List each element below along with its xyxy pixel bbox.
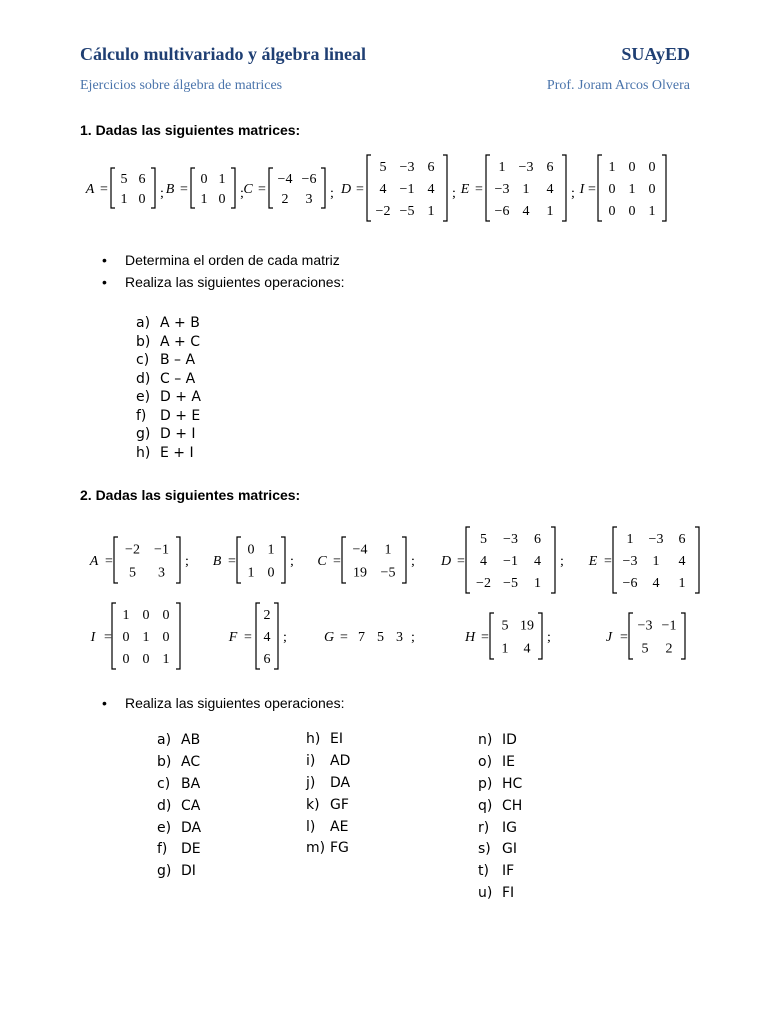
question-1-matrices <box>0 150 768 230</box>
question-2-operations-col-3 <box>478 730 522 905</box>
equals-sign: = <box>180 182 188 197</box>
matrix-bracket <box>237 537 241 583</box>
matrix-entry: 4 <box>427 182 435 197</box>
matrix-entry: 0 <box>138 192 146 207</box>
institution-name: SUAyED <box>621 44 690 64</box>
matrix-entry: −1 <box>399 182 415 197</box>
operation-item: e) DA <box>157 819 202 836</box>
matrix-entry: 5 <box>120 172 128 187</box>
operation-item: h) EI <box>306 731 343 747</box>
matrix-entry: −6 <box>494 204 510 219</box>
matrix-name: B <box>165 182 175 197</box>
matrix-entry: 0 <box>200 172 208 187</box>
matrix-entry: 1 <box>162 652 170 667</box>
document-title: Cálculo multivariado y álgebra lineal <box>80 44 366 64</box>
matrix-entry: 6 <box>678 532 686 547</box>
matrix-entry: −5 <box>399 204 415 219</box>
matrix-entry: −4 <box>352 542 368 558</box>
equals-sign: = <box>228 554 236 569</box>
operation-item: p) HC <box>478 775 523 792</box>
matrix-entry: 4 <box>534 554 541 569</box>
matrix-bracket <box>269 168 273 208</box>
operation-item: h) E + I <box>136 444 194 461</box>
bullet-item: • Determina el orden de cada matriz <box>104 249 344 271</box>
matrix-entry: 7 <box>358 630 365 645</box>
equals-sign: = <box>481 630 489 645</box>
matrix-bracket <box>551 527 555 593</box>
matrix-bracket <box>695 527 699 593</box>
matrix-entry: −1 <box>154 542 169 558</box>
matrix-entry: 6 <box>546 160 554 175</box>
matrix-entry: 0 <box>628 160 636 175</box>
operation-item: g) D + I <box>136 426 196 442</box>
matrix-entry: 4 <box>678 554 686 569</box>
matrix-bracket <box>486 155 490 221</box>
matrix-entry: −2 <box>375 204 391 219</box>
question-1-bullets <box>104 249 344 293</box>
matrix-entry: 19 <box>520 618 534 634</box>
matrix-entry: 1 <box>501 641 509 657</box>
matrix-entry: 6 <box>534 532 541 547</box>
operation-item: s) GI <box>478 841 517 858</box>
matrix-entry: 5 <box>379 160 387 175</box>
operation-item: t) IF <box>478 863 515 880</box>
operation-item: l) AE <box>306 818 349 835</box>
matrix-entry: 5 <box>377 630 384 645</box>
equals-sign: = <box>620 630 628 645</box>
matrix-entry: 0 <box>162 630 170 645</box>
separator: ; <box>411 554 415 569</box>
equals-sign: = <box>457 554 465 569</box>
matrix-bracket <box>367 155 371 221</box>
matrix-entry: −5 <box>380 565 396 581</box>
matrix-entry: −3 <box>637 618 653 634</box>
operation-item: r) IG <box>478 819 517 836</box>
operation-item: o) IE <box>478 753 515 770</box>
separator: ; <box>283 630 287 645</box>
equals-sign: = <box>340 630 348 645</box>
operation-item: b) AC <box>157 753 201 770</box>
matrix-name: F <box>228 630 238 645</box>
matrix-entry: 0 <box>267 565 275 581</box>
matrix-entry: −1 <box>661 618 677 634</box>
operation-item: d) C – A <box>136 370 196 387</box>
operation-item: f) DE <box>157 841 201 858</box>
operation-item: g) DI <box>157 863 196 880</box>
operation-item: i) AD <box>306 752 351 769</box>
matrix-entry: −3 <box>648 532 664 547</box>
matrix-entry: 1 <box>652 554 660 569</box>
matrix-name: C <box>317 554 327 569</box>
matrix-entry: 0 <box>628 204 636 219</box>
question-2-operations-col-2 <box>306 729 350 860</box>
matrix-name: D <box>440 554 452 569</box>
matrix-entry: 6 <box>263 652 271 667</box>
matrix-entry: 0 <box>648 182 656 197</box>
operation-item: m) FG <box>306 840 349 857</box>
separator: ; <box>185 554 189 569</box>
matrix-name: G <box>323 630 335 645</box>
operation-item: c) BA <box>157 775 201 792</box>
matrix-bracket <box>490 613 494 659</box>
matrix-bracket <box>538 613 542 659</box>
matrix-entry: 1 <box>534 576 541 591</box>
matrix-entry: 5 <box>501 618 509 634</box>
matrix-name: B <box>212 554 222 569</box>
separator: ; <box>571 186 575 201</box>
matrix-entry: 2 <box>281 192 289 207</box>
matrix-bracket <box>402 537 406 583</box>
matrix-entry: 0 <box>247 542 255 558</box>
matrix-entry: 2 <box>665 641 673 657</box>
matrix-bracket <box>662 155 666 221</box>
matrix-entry: 4 <box>546 182 554 197</box>
matrix-bracket <box>342 537 346 583</box>
matrix-entry: 1 <box>626 532 634 547</box>
matrix-name: I <box>579 182 585 197</box>
matrix-bracket <box>281 537 285 583</box>
separator: ; <box>452 186 456 201</box>
matrix-entry: 1 <box>648 204 656 219</box>
matrix-entry: −6 <box>301 172 317 187</box>
question-2-matrices <box>0 515 768 680</box>
matrix-bracket <box>613 527 617 593</box>
matrix-entry: 3 <box>396 630 403 645</box>
matrix-name: A <box>89 554 99 569</box>
matrix-entry: 1 <box>522 182 530 197</box>
operation-item: j) DA <box>306 774 351 791</box>
matrix-entry: 6 <box>138 172 146 187</box>
equals-sign: = <box>475 182 483 197</box>
operation-item: n) ID <box>478 732 517 748</box>
operation-item: u) FI <box>478 885 515 902</box>
matrix-entry: 1 <box>247 565 255 581</box>
matrix-bracket <box>112 603 116 669</box>
matrix-entry: −3 <box>503 532 518 547</box>
matrix-entry: −5 <box>503 576 518 591</box>
matrix-entry: −3 <box>622 554 638 569</box>
separator: ; <box>330 186 334 201</box>
matrix-name: C <box>243 182 253 197</box>
matrix-entry: −4 <box>277 172 293 187</box>
equals-sign: = <box>588 182 596 197</box>
matrix-entry: 1 <box>427 204 435 219</box>
matrix-entry: 5 <box>129 565 136 581</box>
matrix-name: D <box>340 182 352 197</box>
equals-sign: = <box>333 554 341 569</box>
equals-sign: = <box>244 630 252 645</box>
matrix-entry: 4 <box>263 630 271 645</box>
matrix-entry: 4 <box>379 182 387 197</box>
matrix-entry: 1 <box>218 172 226 187</box>
matrix-entry: 1 <box>608 160 616 175</box>
matrix-bracket <box>321 168 325 208</box>
matrix-bracket <box>598 155 602 221</box>
separator: ; <box>240 186 244 201</box>
matrix-entry: 1 <box>678 576 686 591</box>
equals-sign: = <box>100 182 108 197</box>
equals-sign: = <box>604 554 612 569</box>
matrix-entry: 1 <box>120 192 128 207</box>
matrix-entry: 5 <box>480 532 487 547</box>
question-2-heading: 2. Dadas las siguientes matrices: <box>80 487 301 503</box>
matrix-name: I <box>90 630 96 645</box>
equals-sign: = <box>258 182 266 197</box>
operation-item: a) A + B <box>136 315 200 331</box>
matrix-entry: 4 <box>522 204 530 219</box>
matrix-entry: 1 <box>546 204 554 219</box>
matrix-bracket <box>629 613 633 659</box>
question-1-heading: 1. Dadas las siguientes matrices: <box>80 122 301 138</box>
separator: ; <box>547 630 551 645</box>
matrix-entry: 4 <box>480 554 487 569</box>
matrix-entry: 6 <box>427 160 435 175</box>
matrix-name: E <box>588 554 598 569</box>
question-1-operations <box>136 314 201 462</box>
matrix-entry: 5 <box>641 641 649 657</box>
matrix-entry: 19 <box>353 565 367 581</box>
operation-item: k) GF <box>306 796 349 813</box>
matrix-name: A <box>85 182 95 197</box>
matrix-entry: −6 <box>622 576 638 591</box>
matrix-entry: 0 <box>648 160 656 175</box>
operation-item: a) AB <box>157 732 201 748</box>
matrix-name: E <box>460 182 470 197</box>
matrix-entry: 2 <box>263 608 271 623</box>
equals-sign: = <box>105 554 113 569</box>
matrix-name: H <box>464 630 476 645</box>
matrix-entry: 1 <box>142 630 150 645</box>
bullet-item: • Realiza las siguientes operaciones: <box>104 692 344 714</box>
matrix-entry: 0 <box>122 630 130 645</box>
matrix-bracket <box>176 537 180 583</box>
operation-item: e) D + A <box>136 389 201 405</box>
matrix-bracket <box>466 527 470 593</box>
author-name: Prof. Joram Arcos Olvera <box>546 78 690 93</box>
matrix-entry: 4 <box>523 641 531 657</box>
matrix-name: J <box>605 630 613 645</box>
matrix-entry: −3 <box>518 160 534 175</box>
matrix-entry: −3 <box>494 182 510 197</box>
equals-sign: = <box>104 630 112 645</box>
matrix-bracket <box>443 155 447 221</box>
matrix-entry: 0 <box>608 182 616 197</box>
matrix-entry: 1 <box>200 192 208 207</box>
matrix-entry: 0 <box>218 192 226 207</box>
equals-sign: = <box>356 182 364 197</box>
matrix-entry: 0 <box>142 652 150 667</box>
operation-item: f) D + E <box>136 407 201 424</box>
operation-item: q) CH <box>478 797 523 814</box>
document-subtitle: Ejercicios sobre álgebra de matrices <box>80 78 283 93</box>
matrix-bracket <box>256 603 260 669</box>
matrix-entry: −3 <box>399 160 415 175</box>
matrix-bracket <box>562 155 566 221</box>
matrix-entry: 1 <box>384 542 392 558</box>
bullet-item: • Realiza las siguientes operaciones: <box>104 271 344 293</box>
matrix-entry: 1 <box>267 542 275 558</box>
matrix-entry: 0 <box>608 204 616 219</box>
question-2-operations-col-1 <box>157 730 201 883</box>
question-2-bullets <box>104 692 344 714</box>
operation-item: c) B – A <box>136 352 196 368</box>
matrix-bracket <box>114 537 118 583</box>
separator: ; <box>560 554 564 569</box>
matrix-bracket <box>231 168 235 208</box>
matrix-entry: 1 <box>628 182 636 197</box>
matrix-bracket <box>681 613 685 659</box>
operation-item: d) CA <box>157 797 201 814</box>
matrix-entry: −1 <box>503 554 518 569</box>
separator: ; <box>160 186 164 201</box>
matrix-entry: 4 <box>652 576 660 591</box>
operation-item: b) A + C <box>136 333 200 350</box>
matrix-entry: 1 <box>122 608 130 623</box>
matrix-entry: −2 <box>125 542 140 558</box>
matrix-entry: 3 <box>305 192 313 207</box>
matrix-bracket <box>274 603 278 669</box>
matrix-entry: 0 <box>162 608 170 623</box>
matrix-entry: −2 <box>476 576 491 591</box>
matrix-bracket <box>191 168 195 208</box>
separator: ; <box>411 630 415 645</box>
matrix-entry: 0 <box>122 652 130 667</box>
separator: ; <box>290 554 294 569</box>
matrix-bracket <box>176 603 180 669</box>
matrix-entry: 0 <box>142 608 150 623</box>
matrix-entry: 1 <box>498 160 506 175</box>
matrix-entry: 3 <box>158 565 165 581</box>
matrix-bracket <box>111 168 115 208</box>
matrix-bracket <box>151 168 155 208</box>
